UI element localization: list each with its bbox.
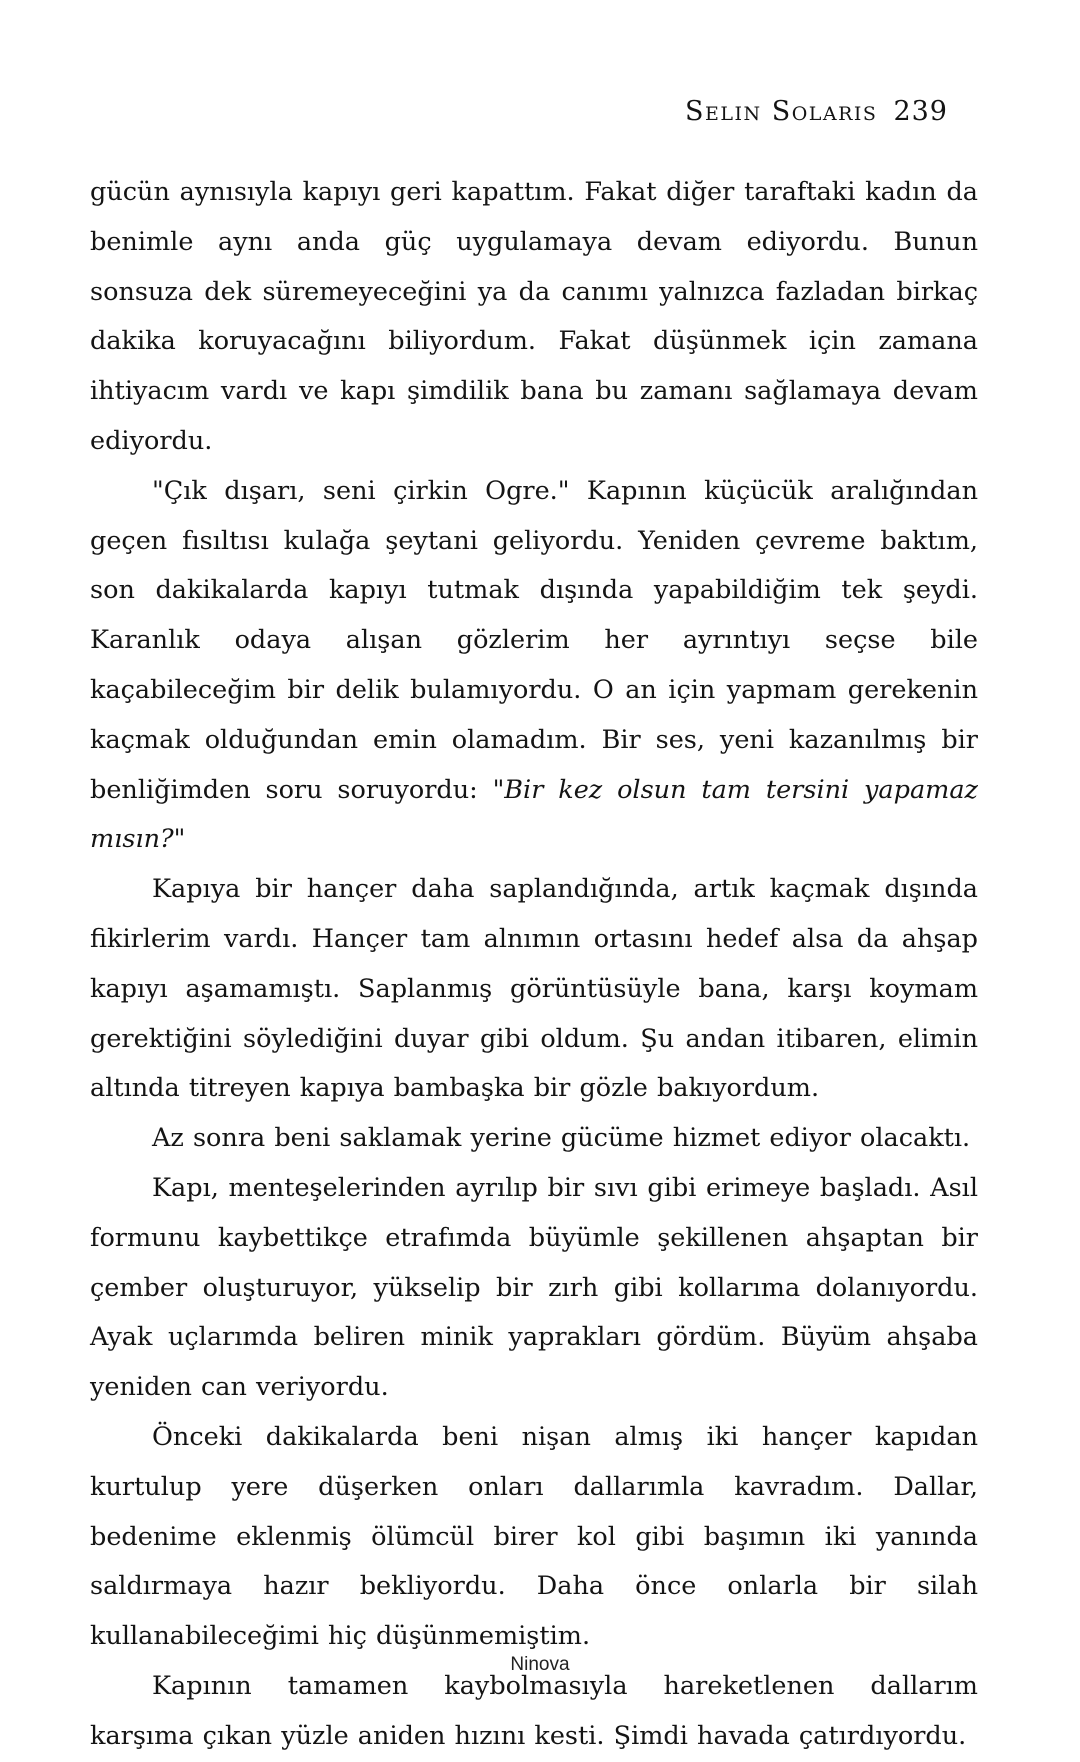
paragraph-2-italic-quote: "Bir kez olsun tam tersini yapamaz mısın?" bbox=[90, 774, 978, 855]
page-number: 239 bbox=[893, 96, 948, 127]
paragraph-7: Kapının tamamen kaybolmasıyla hareketlenen dallarım karşıma çıkan yüzle aniden hızını kesti. Şimdi havada çatırdıyordu. bbox=[90, 1670, 978, 1751]
publisher-footer: Ninova bbox=[510, 1654, 570, 1675]
paragraph-5: Kapı, menteşelerinden ayrılıp bir sıvı gibi erimeye başladı. Asıl formunu kaybettikçe etrafımda büyümle şekillenen ahşaptan bir çember oluşturuyor, yükselip bir zırh gibi kollarıma dolanıyordu. Ayak uçlarımda beliren minik yaprakları gördüm. Büyüm ahşaba yeniden can veriyordu. bbox=[90, 1172, 978, 1403]
paragraph-2-text: "Çık dışarı, seni çirkin Ogre." Kapının küçücük aralığından geçen fısıltısı kulağa şeytani geliyordu. Yeniden çevreme baktım, son dakikalarda kapıyı tutmak dışında yapabildiğim tek şeydi. Karanlık odaya alışan gözlerim her ayrıntıyı seçse bile kaçabileceğim bir delik bulamıyordu. O an için yapmam gerekenin kaçmak olduğundan emin olamadım. Bir ses, yeni kazanılmış bir benliğimden soru soruyordu: bbox=[90, 475, 978, 805]
body-text bbox=[90, 168, 978, 1762]
running-header bbox=[685, 96, 948, 127]
paragraph-2 bbox=[90, 467, 978, 865]
running-title: Selin Solaris bbox=[685, 96, 878, 127]
paragraph-4: Az sonra beni saklamak yerine gücüme hizmet ediyor olacaktı. bbox=[152, 1123, 971, 1154]
paragraph-6: Önceki dakikalarda beni nişan almış iki hançer kapıdan kurtulup yere düşerken onları dallarımla kavradım. Dallar, bedenime eklenmiş ölümcül birer kol gibi başımın iki yanında saldırmaya hazır bekliyordu. Daha önce onlarla bir silah kullanabileceğimi hiç düşünmemiştim. bbox=[90, 1421, 978, 1652]
paragraph-3: Kapıya bir hançer daha saplandığında, artık kaçmak dışında fikirlerim vardı. Hançer tam alnımın ortasını hedef alsa da ahşap kapıyı aşamamıştı. Saplanmış görüntüsüyle bana, karşı koymam gerektiğini söylediğini duyar gibi oldum. Şu andan itibaren, elimin altında titreyen kapıya bambaşka bir gözle bakıyordum. bbox=[90, 874, 978, 1104]
paragraph-1: gücün aynısıyla kapıyı geri kapattım. Fakat diğer taraftaki kadın da benimle aynı anda güç uygulamaya devam ediyordu. Bunun sonsuza dek süremeyeceğini ya da canımı yalnızca fazladan birkaç dakika koruyacağını biliyordum. Fakat düşünmek için zamana ihtiyacım vardı ve kapı şimdilik bana bu zamanı sağlamaya devam ediyordu. bbox=[90, 177, 978, 456]
